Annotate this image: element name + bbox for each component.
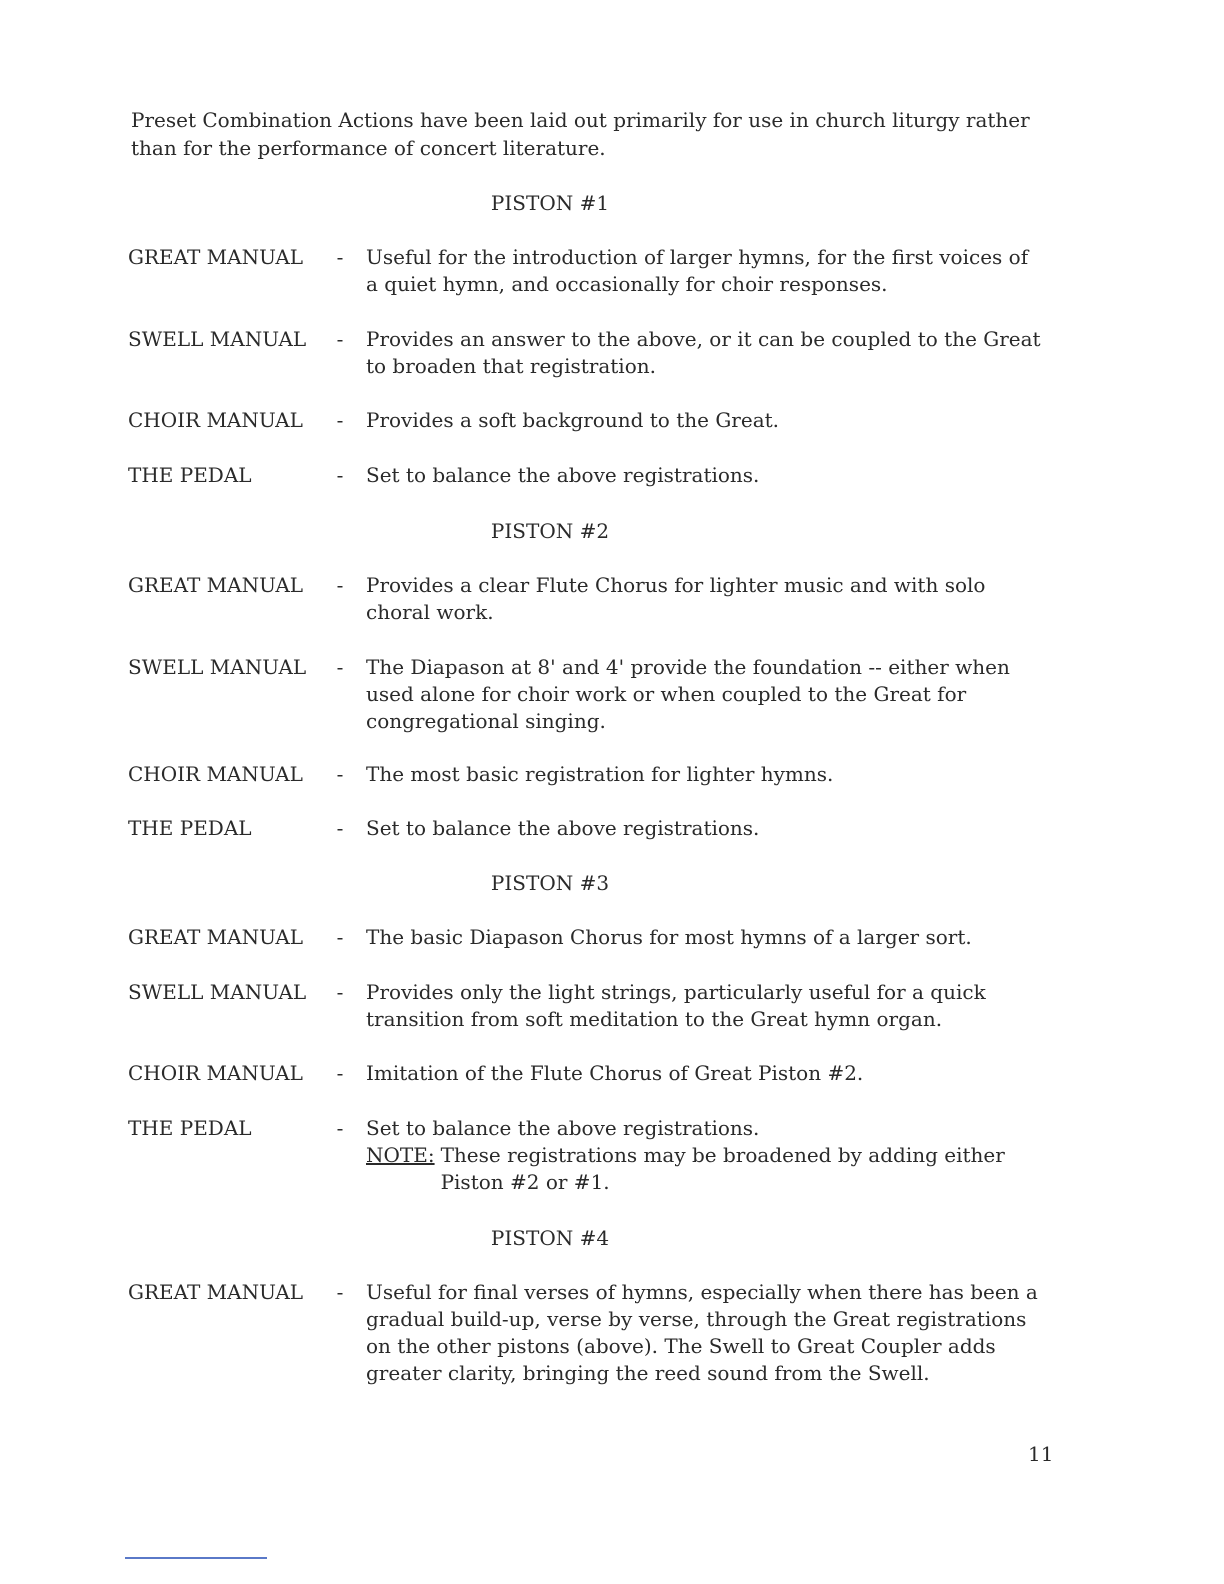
- entry-label: THE PEDAL: [128, 816, 252, 840]
- entry-label: GREAT MANUAL: [128, 573, 304, 597]
- entry-label: SWELL MANUAL: [128, 327, 307, 351]
- entry-dash: -: [336, 980, 344, 1004]
- entry-description: [366, 1115, 1046, 1196]
- entry-description: Useful for final verses of hymns, especially when there has been a gradual build-up, verse by verse, through the Great registrations on the other pistons (above). The Swell to Great Coupler adds greater clarity, bringing the reed sound from the Swell.: [366, 1280, 1038, 1385]
- entry-dash: -: [336, 245, 344, 269]
- entry-description: Provides a clear Flute Chorus for lighter music and with solo choral work.: [366, 573, 986, 624]
- entry-description: Set to balance the above registrations.: [366, 816, 760, 840]
- entry-text: Set to balance the above registrations.: [366, 1116, 760, 1140]
- entry-label: GREAT MANUAL: [128, 1280, 304, 1304]
- entry-dash: -: [336, 463, 344, 487]
- entry-label: THE PEDAL: [128, 463, 252, 487]
- entry-dash: -: [336, 327, 344, 351]
- piston-3-heading: PISTON #3: [490, 871, 610, 895]
- entry-dash: -: [336, 925, 344, 949]
- entry-description: The most basic registration for lighter hymns.: [366, 762, 834, 786]
- intro-paragraph: Preset Combination Actions have been laid out primarily for use in church liturgy rather than for the performance of concert literature.: [131, 108, 1030, 160]
- entry-label: GREAT MANUAL: [128, 245, 304, 269]
- piston-2-heading: PISTON #2: [490, 519, 610, 543]
- entry-label: THE PEDAL: [128, 1116, 252, 1140]
- entry-dash: -: [336, 573, 344, 597]
- note-label: NOTE:: [366, 1143, 435, 1167]
- entry-description: The Diapason at 8' and 4' provide the foundation -- either when used alone for choir work or when coupled to the Great for congregational singing.: [366, 655, 1010, 733]
- entry-dash: -: [336, 1061, 344, 1085]
- piston-4-heading: PISTON #4: [490, 1226, 610, 1250]
- entry-dash: -: [336, 762, 344, 786]
- entry-label: SWELL MANUAL: [128, 980, 307, 1004]
- entry-label: CHOIR MANUAL: [128, 762, 303, 786]
- entry-description: The basic Diapason Chorus for most hymns of a larger sort.: [366, 925, 972, 949]
- entry-label: SWELL MANUAL: [128, 655, 307, 679]
- entry-dash: -: [336, 1280, 344, 1304]
- entry-dash: -: [336, 655, 344, 679]
- note-block: [366, 1142, 1046, 1196]
- entry-label: CHOIR MANUAL: [128, 1061, 303, 1085]
- entry-dash: -: [336, 816, 344, 840]
- bottom-rule: [125, 1557, 267, 1559]
- entry-description: Useful for the introduction of larger hymns, for the first voices of a quiet hymn, and occasionally for choir responses.: [366, 245, 1029, 296]
- note-text: These registrations may be broadened by adding either Piston #2 or #1.: [440, 1143, 1005, 1194]
- entry-description: Provides an answer to the above, or it can be coupled to the Great to broaden that registration.: [366, 327, 1041, 378]
- piston-1-heading: PISTON #1: [490, 191, 610, 215]
- entry-description: Provides only the light strings, particularly useful for a quick transition from soft meditation to the Great hymn organ.: [366, 980, 986, 1031]
- entry-label: CHOIR MANUAL: [128, 408, 303, 432]
- entry-dash: -: [336, 1116, 344, 1140]
- page-number: 11: [1028, 1442, 1054, 1466]
- entry-description: Provides a soft background to the Great.: [366, 408, 780, 432]
- entry-description: Set to balance the above registrations.: [366, 463, 760, 487]
- entry-label: GREAT MANUAL: [128, 925, 304, 949]
- entry-description: Imitation of the Flute Chorus of Great Piston #2.: [366, 1061, 864, 1085]
- entry-dash: -: [336, 408, 344, 432]
